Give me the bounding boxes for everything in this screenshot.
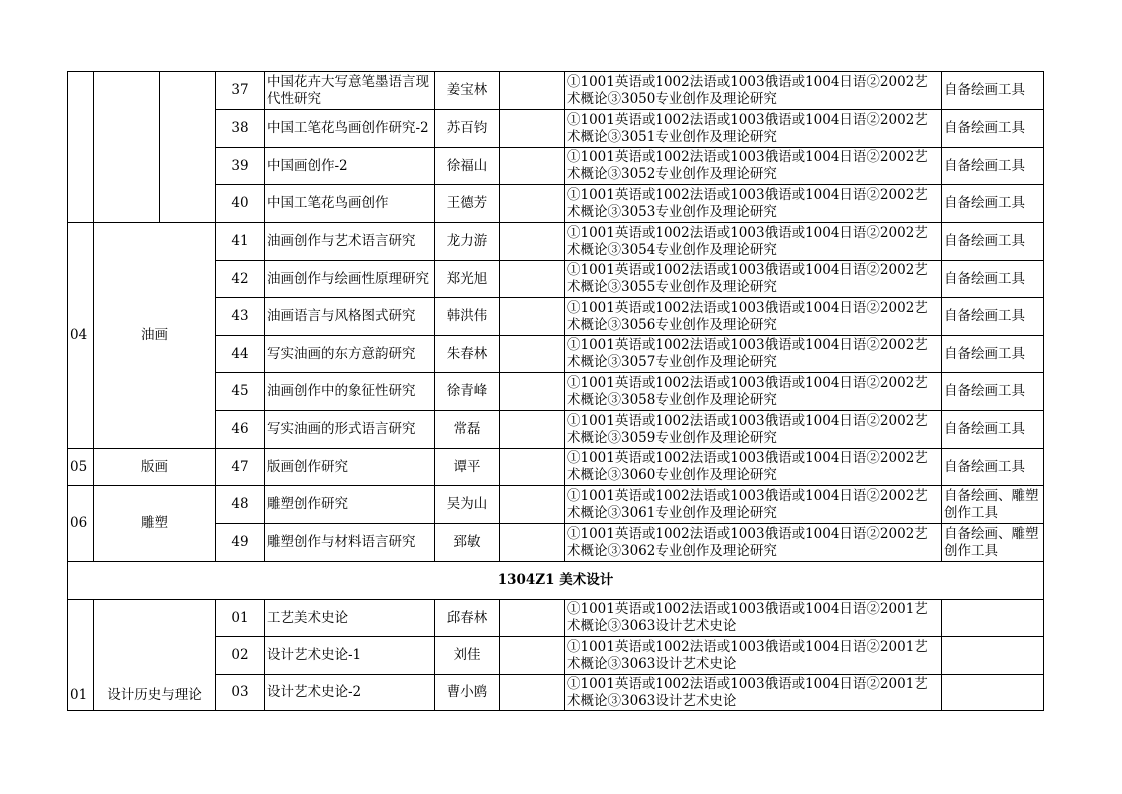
direction-name: 油画: [94, 223, 216, 449]
direction-code: 05: [68, 449, 94, 486]
row-number: 46: [216, 411, 265, 449]
course-name: 中国花卉大写意笔墨语言现代性研究: [265, 72, 435, 110]
direction-code: 01: [68, 600, 94, 711]
blank-cell: [500, 637, 565, 675]
row-number: 41: [216, 223, 265, 261]
direction-code: 04: [68, 223, 94, 449]
row-number: 03: [216, 675, 265, 711]
exam-subjects: ①1001英语或1002法语或1003俄语或1004日语②2002艺术概论③3062专业创作及理论研究: [565, 524, 942, 562]
blank-cell: [500, 411, 565, 449]
row-number: 47: [216, 449, 265, 486]
direction-name: 雕塑: [94, 486, 216, 562]
tools-note: 自备绘画工具: [942, 185, 1044, 223]
row-number: 49: [216, 524, 265, 562]
row-number: 38: [216, 110, 265, 148]
blank-cell: [160, 72, 216, 223]
exam-subjects: ①1001英语或1002法语或1003俄语或1004日语②2001艺术概论③3063设计艺术史论: [565, 600, 942, 637]
table-row: [68, 223, 1044, 261]
exam-subjects: ①1001英语或1002法语或1003俄语或1004日语②2001艺术概论③3063设计艺术史论: [565, 675, 942, 711]
teacher-name: 苏百钧: [435, 110, 500, 148]
tools-note: 自备绘画工具: [942, 411, 1044, 449]
row-number: 37: [216, 72, 265, 110]
code-cell-blank: [68, 72, 94, 223]
blank-cell: [500, 185, 565, 223]
teacher-name: 刘佳: [435, 637, 500, 675]
blank-cell: [500, 261, 565, 298]
course-name: 中国工笔花鸟画创作: [265, 185, 435, 223]
section-title: 1304Z1 美术设计: [68, 562, 1044, 600]
exam-subjects: ①1001英语或1002法语或1003俄语或1004日语②2002艺术概论③3055专业创作及理论研究: [565, 261, 942, 298]
row-number: 02: [216, 637, 265, 675]
row-number: 48: [216, 486, 265, 524]
exam-subjects: ①1001英语或1002法语或1003俄语或1004日语②2001艺术概论③3063设计艺术史论: [565, 637, 942, 675]
tools-note: [942, 637, 1044, 675]
course-name: 设计艺术史论-2: [265, 675, 435, 711]
tools-note: 自备绘画工具: [942, 449, 1044, 486]
exam-subjects: ①1001英语或1002法语或1003俄语或1004日语②2002艺术概论③3060专业创作及理论研究: [565, 449, 942, 486]
teacher-name: 姜宝林: [435, 72, 500, 110]
exam-subjects: ①1001英语或1002法语或1003俄语或1004日语②2002艺术概论③3051专业创作及理论研究: [565, 110, 942, 148]
blank-cell: [500, 148, 565, 185]
teacher-name: 邱春林: [435, 600, 500, 637]
teacher-name: 吴为山: [435, 486, 500, 524]
direction-code: 06: [68, 486, 94, 562]
direction-name: 设计历史与理论: [94, 600, 216, 711]
course-name: 中国工笔花鸟画创作研究-2: [265, 110, 435, 148]
row-number: 42: [216, 261, 265, 298]
exam-subjects: ①1001英语或1002法语或1003俄语或1004日语②2002艺术概论③3061专业创作及理论研究: [565, 486, 942, 524]
exam-subjects: ①1001英语或1002法语或1003俄语或1004日语②2002艺术概论③3052专业创作及理论研究: [565, 148, 942, 185]
tools-note: 自备绘画工具: [942, 148, 1044, 185]
teacher-name: 龙力游: [435, 223, 500, 261]
tools-note: 自备绘画、雕塑创作工具: [942, 524, 1044, 562]
row-number: 44: [216, 336, 265, 373]
exam-subjects: ①1001英语或1002法语或1003俄语或1004日语②2002艺术概论③3056专业创作及理论研究: [565, 298, 942, 336]
teacher-name: 曹小鸥: [435, 675, 500, 711]
teacher-name: 徐青峰: [435, 373, 500, 411]
tools-note: 自备绘画工具: [942, 110, 1044, 148]
table-row: [68, 72, 1044, 110]
teacher-name: 韩洪伟: [435, 298, 500, 336]
row-number: 40: [216, 185, 265, 223]
course-name: 油画创作中的象征性研究: [265, 373, 435, 411]
blank-cell: [500, 373, 565, 411]
blank-cell: [500, 110, 565, 148]
course-name: 油画语言与风格图式研究: [265, 298, 435, 336]
course-name: 写实油画的形式语言研究: [265, 411, 435, 449]
course-name: 中国画创作-2: [265, 148, 435, 185]
course-name: 工艺美术史论: [265, 600, 435, 637]
course-name: 雕塑创作研究: [265, 486, 435, 524]
tools-note: 自备绘画工具: [942, 373, 1044, 411]
blank-cell: [500, 486, 565, 524]
exam-subjects: ①1001英语或1002法语或1003俄语或1004日语②2002艺术概论③3059专业创作及理论研究: [565, 411, 942, 449]
section-header-row: [68, 562, 1044, 600]
teacher-name: 常磊: [435, 411, 500, 449]
exam-subjects: ①1001英语或1002法语或1003俄语或1004日语②2002艺术概论③3058专业创作及理论研究: [565, 373, 942, 411]
blank-cell: [500, 72, 565, 110]
teacher-name: 徐福山: [435, 148, 500, 185]
row-number: 45: [216, 373, 265, 411]
blank-cell: [500, 298, 565, 336]
course-name: 雕塑创作与材料语言研究: [265, 524, 435, 562]
teacher-name: 谭平: [435, 449, 500, 486]
course-name: 油画创作与艺术语言研究: [265, 223, 435, 261]
teacher-name: 王德芳: [435, 185, 500, 223]
tools-note: [942, 600, 1044, 637]
course-name: 版画创作研究: [265, 449, 435, 486]
exam-subjects: ①1001英语或1002法语或1003俄语或1004日语②2002艺术概论③3054专业创作及理论研究: [565, 223, 942, 261]
enrollment-table: [67, 71, 1044, 711]
direction-cell-blank: [94, 72, 160, 223]
course-name: 设计艺术史论-1: [265, 637, 435, 675]
teacher-name: 郅敏: [435, 524, 500, 562]
blank-cell: [500, 336, 565, 373]
tools-note: 自备绘画、雕塑创作工具: [942, 486, 1044, 524]
teacher-name: 朱春林: [435, 336, 500, 373]
row-number: 43: [216, 298, 265, 336]
exam-subjects: ①1001英语或1002法语或1003俄语或1004日语②2002艺术概论③3050专业创作及理论研究: [565, 72, 942, 110]
blank-cell: [500, 675, 565, 711]
teacher-name: 郑光旭: [435, 261, 500, 298]
tools-note: 自备绘画工具: [942, 261, 1044, 298]
tools-note: 自备绘画工具: [942, 223, 1044, 261]
row-number: 01: [216, 600, 265, 637]
table-row: [68, 600, 1044, 637]
tools-note: 自备绘画工具: [942, 298, 1044, 336]
tools-note: 自备绘画工具: [942, 336, 1044, 373]
tools-note: 自备绘画工具: [942, 72, 1044, 110]
blank-cell: [500, 600, 565, 637]
course-name: 油画创作与绘画性原理研究: [265, 261, 435, 298]
row-number: 39: [216, 148, 265, 185]
course-name: 写实油画的东方意韵研究: [265, 336, 435, 373]
blank-cell: [500, 223, 565, 261]
blank-cell: [500, 524, 565, 562]
blank-cell: [500, 449, 565, 486]
exam-subjects: ①1001英语或1002法语或1003俄语或1004日语②2002艺术概论③3057专业创作及理论研究: [565, 336, 942, 373]
exam-subjects: ①1001英语或1002法语或1003俄语或1004日语②2002艺术概论③3053专业创作及理论研究: [565, 185, 942, 223]
table-row: [68, 486, 1044, 524]
table-row: [68, 449, 1044, 486]
tools-note: [942, 675, 1044, 711]
direction-name: 版画: [94, 449, 216, 486]
